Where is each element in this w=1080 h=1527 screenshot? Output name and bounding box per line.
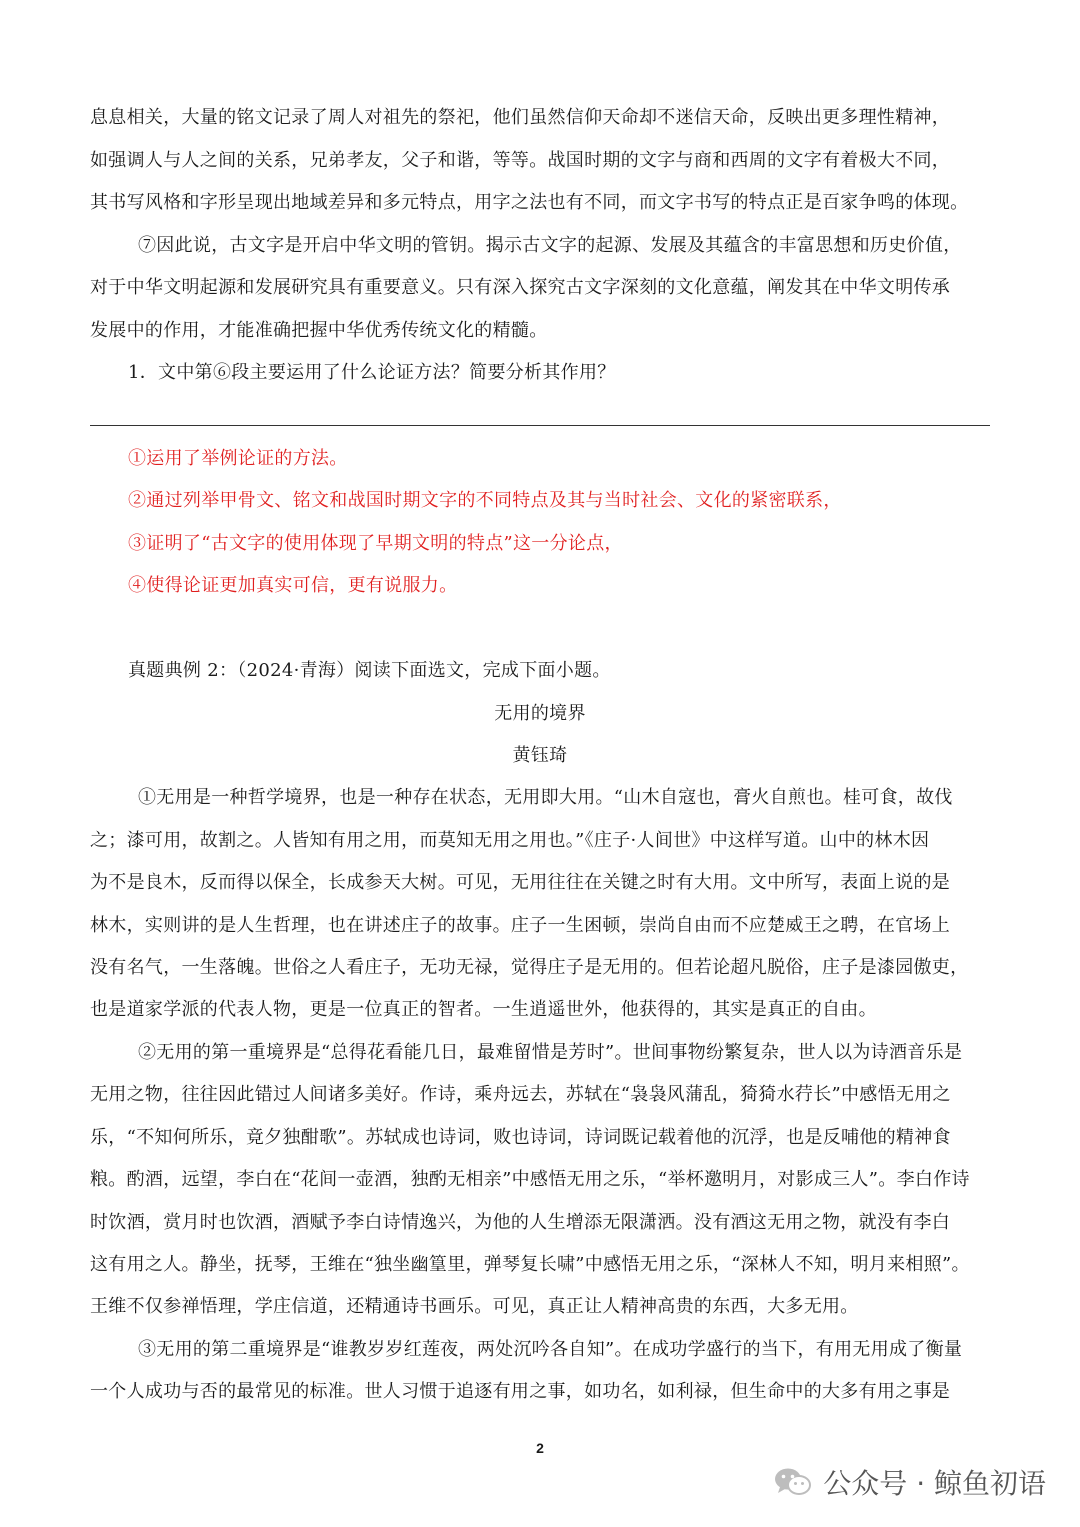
text-line: 王维不仅参禅悟理，学庄信道，还精通诗书画乐。可见，真正让人精神高贵的东西，大多无用。 [90, 1296, 859, 1317]
text-line: 发展中的作用，才能准确把握中华优秀传统文化的精髓。 [90, 320, 548, 341]
text-line: 对于中华文明起源和发展研究具有重要意义。只有深入探究古文字深刻的文化意蕴，阐发其在中华文明传承 [90, 277, 951, 298]
question-text: 1．文中第⑥段主要运用了什么论证方法？简要分析其作用？ [128, 362, 616, 383]
text-line: ②无用的第一重境界是“总得花看能几日，最难留惜是芳时”。世间事物纷繁复杂，世人以为诗酒音乐是 [138, 1042, 963, 1063]
text-line: 无用之物，往往因此错过人间诸多美好。作诗，乘舟远去，苏轼在“袅袅风蒲乱，猗猗水荇长”中感悟无用之 [90, 1084, 951, 1105]
divider [90, 425, 990, 426]
article-title: 无用的境界 [494, 703, 586, 724]
text-line: ③无用的第二重境界是“谁教岁岁红莲夜，两处沉吟各自知”。在成功学盛行的当下，有用无用成了衡量 [138, 1339, 963, 1360]
text-line: 其书写风格和字形呈现出地域差异和多元特点，用字之法也有不同，而文字书写的特点正是百家争鸣的体现。 [90, 192, 969, 213]
text-line: 粮。酌酒，远望，李白在“花间一壶酒，独酌无相亲”中感悟无用之乐，“举杯邀明月，对影成三人”。李白作诗 [90, 1169, 970, 1190]
answer-line: ④使得论证更加真实可信，更有说服力。 [128, 575, 458, 596]
text-line: 息息相关，大量的铭文记录了周人对祖先的祭祀，他们虽然信仰天命却不迷信天命，反映出更多理性精神， [90, 107, 951, 128]
text-line: 这有用之人。静坐，抚琴，王维在“独坐幽篁里，弹琴复长啸”中感悟无用之乐，“深林人不知，明月来相照”。 [90, 1254, 970, 1275]
text-line: 没有名气，一生落魄。世俗之人看庄子，无功无禄，觉得庄子是无用的。但若论超凡脱俗，庄子是漆园傲吏， [90, 957, 969, 978]
answer-line: ②通过列举甲骨文、铭文和战国时期文字的不同特点及其与当时社会、文化的紧密联系， [128, 490, 842, 511]
page-number: 2 [536, 1440, 544, 1456]
text-line: 如强调人与人之间的关系，兄弟孝友，父子和谐，等等。战国时期的文字与商和西周的文字有着极大不同， [90, 150, 951, 171]
wechat-icon [773, 1466, 813, 1498]
text-line: 林木，实则讲的是人生哲理，也在讲述庄子的故事。庄子一生困顿，崇尚自由而不应楚威王之聘，在官场上 [90, 915, 951, 936]
text-line: 之；漆可用，故割之。人皆知有用之用，而莫知无用之用也。”《庄子·人间世》中这样写道。山中的林木因 [90, 830, 930, 851]
watermark [773, 1462, 1046, 1502]
text-line: 乐，“不知何所乐，竟夕独酣歌”。苏轼成也诗词，败也诗词，诗词既记载着他的沉浮，也是反哺他的精神食 [90, 1127, 951, 1148]
example-heading: 真题典例 2：（2024·青海）阅读下面选文，完成下面小题。 [128, 660, 611, 681]
text-line: 时饮酒，赏月时也饮酒，酒赋予李白诗情逸兴，为他的人生增添无限潇洒。没有酒这无用之物，就没有李白 [90, 1212, 951, 1233]
article-author: 黄钰琦 [512, 745, 568, 766]
text-line: ⑦因此说，古文字是开启中华文明的管钥。揭示古文字的起源、发展及其蕴含的丰富思想和历史价值， [138, 235, 962, 256]
text-line: 一个人成功与否的最常见的标准。世人习惯于追逐有用之事，如功名，如利禄，但生命中的大多有用之事是 [90, 1381, 951, 1402]
watermark-text: 公众号 · 鲸鱼初语 [823, 1467, 1046, 1500]
text-line: ①无用是一种哲学境界，也是一种存在状态，无用即大用。“山木自寇也，膏火自煎也。桂可食，故伐 [138, 787, 953, 808]
answer-line: ①运用了举例论证的方法。 [128, 448, 348, 469]
text-line: 也是道家学派的代表人物，更是一位真正的智者。一生逍遥世外，他获得的，其实是真正的自由。 [90, 999, 877, 1020]
answer-line: ③证明了“古文字的使用体现了早期文明的特点”这一分论点， [128, 533, 623, 554]
text-line: 为不是良木，反而得以保全，长成参天大树。可见，无用往往在关键之时有大用。文中所写，表面上说的是 [90, 872, 951, 893]
